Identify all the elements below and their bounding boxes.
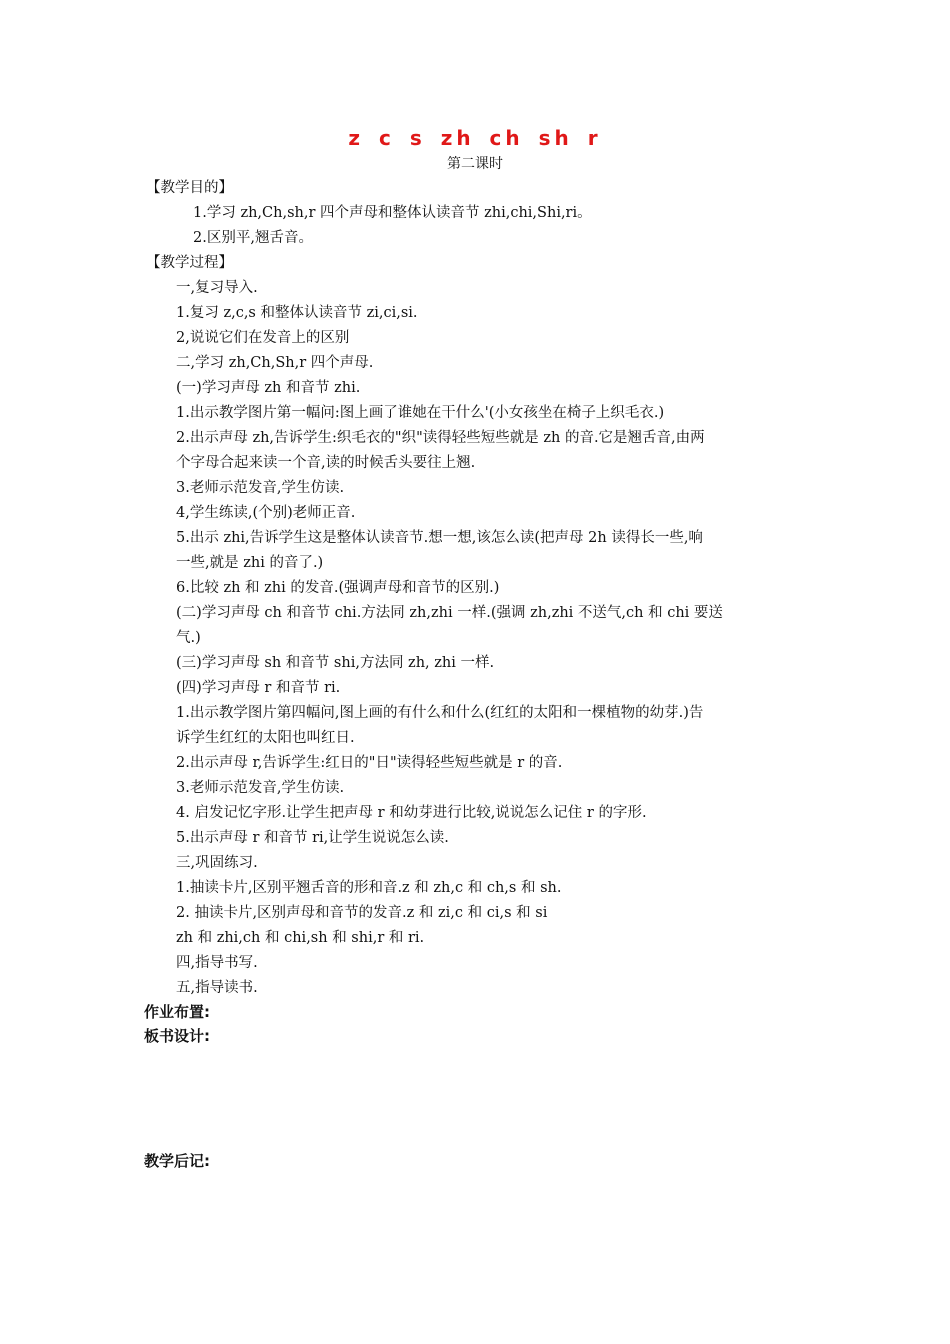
objective-item: 1.学习 zh,Ch,sh,r 四个声母和整体认读音节 zhi,chi,Shi,ri。: [193, 205, 592, 221]
process-line: 3.老师示范发音,学生仿读.: [176, 780, 345, 796]
homework-heading: 作业布置:: [144, 1003, 210, 1021]
process-line: 五,指导读书.: [176, 980, 258, 996]
objectives-heading: 【教学目的】: [146, 180, 233, 196]
process-line: 2.出示声母 zh,告诉学生:织毛衣的"织"读得轻些短些就是 zh 的音.它是翘舌音,由两: [176, 430, 705, 446]
reflection-heading: 教学后记:: [144, 1152, 210, 1170]
process-line: (一)学习声母 zh 和音节 zhi.: [176, 380, 361, 396]
process-line: 1.出示教学图片第一幅问:图上画了谁她在干什么'(小女孩坐在椅子上织毛衣.): [176, 405, 665, 421]
process-line: 6.比较 zh 和 zhi 的发音.(强调声母和音节的区别.): [176, 580, 500, 596]
process-line: 气.): [176, 630, 201, 646]
process-line: (二)学习声母 ch 和音节 chi.方法同 zh,zhi 一样.(强调 zh,zhi 不送气,ch 和 chi 要送: [176, 605, 723, 621]
process-line: 三,巩固练习.: [176, 855, 258, 871]
process-line: 5.出示 zhi,告诉学生这是整体认读音节.想一想,该怎么读(把声母 2h 读得长一些,响: [176, 530, 703, 546]
process-line: (四)学习声母 r 和音节 ri.: [176, 680, 341, 696]
process-line: 1.抽读卡片,区别平翘舌音的形和音.z 和 zh,c 和 ch,s 和 sh.: [176, 880, 562, 896]
process-line: 个字母合起来读一个音,读的时候舌头要往上翘.: [176, 455, 476, 471]
board-design-heading: 板书设计:: [144, 1027, 210, 1045]
process-line: 1.出示教学图片第四幅问,图上画的有什么和什么(红红的太阳和一棵植物的幼芽.)告: [176, 705, 704, 721]
process-line: 3.老师示范发音,学生仿读.: [176, 480, 345, 496]
process-line: 四,指导书写.: [176, 955, 258, 971]
lesson-subtitle: 第二课时: [447, 156, 503, 172]
process-line: 1.复习 z,c,s 和整体认读音节 zi,ci,si.: [176, 305, 418, 321]
process-line: 4,学生练读,(个别)老师正音.: [176, 505, 356, 521]
process-line: (三)学习声母 sh 和音节 shi,方法同 zh, zhi 一样.: [176, 655, 495, 671]
process-line: 一,复习导入.: [176, 280, 258, 296]
process-line: 诉学生红红的太阳也叫红日.: [176, 730, 355, 746]
process-line: 2,说说它们在发音上的区别: [176, 330, 350, 346]
lesson-title: z c s zh ch sh r: [348, 126, 602, 150]
objective-item: 2.区别平,翘舌音。: [193, 230, 313, 246]
process-line: 2.出示声母 r,告诉学生:红日的"日"读得轻些短些就是 r 的音.: [176, 755, 563, 771]
process-heading: 【教学过程】: [146, 255, 233, 271]
process-line: 4. 启发记忆字形.让学生把声母 r 和幼芽进行比较,说说怎么记住 r 的字形.: [176, 805, 647, 821]
process-line: zh 和 zhi,ch 和 chi,sh 和 shi,r 和 ri.: [176, 930, 425, 946]
process-line: 二,学习 zh,Ch,Sh,r 四个声母.: [176, 355, 374, 371]
process-line: 5.出示声母 r 和音节 ri,让学生说说怎么读.: [176, 830, 449, 846]
process-line: 2. 抽读卡片,区别声母和音节的发音.z 和 zi,c 和 ci,s 和 si: [176, 905, 548, 921]
process-line: 一些,就是 zhi 的音了.): [176, 555, 324, 571]
